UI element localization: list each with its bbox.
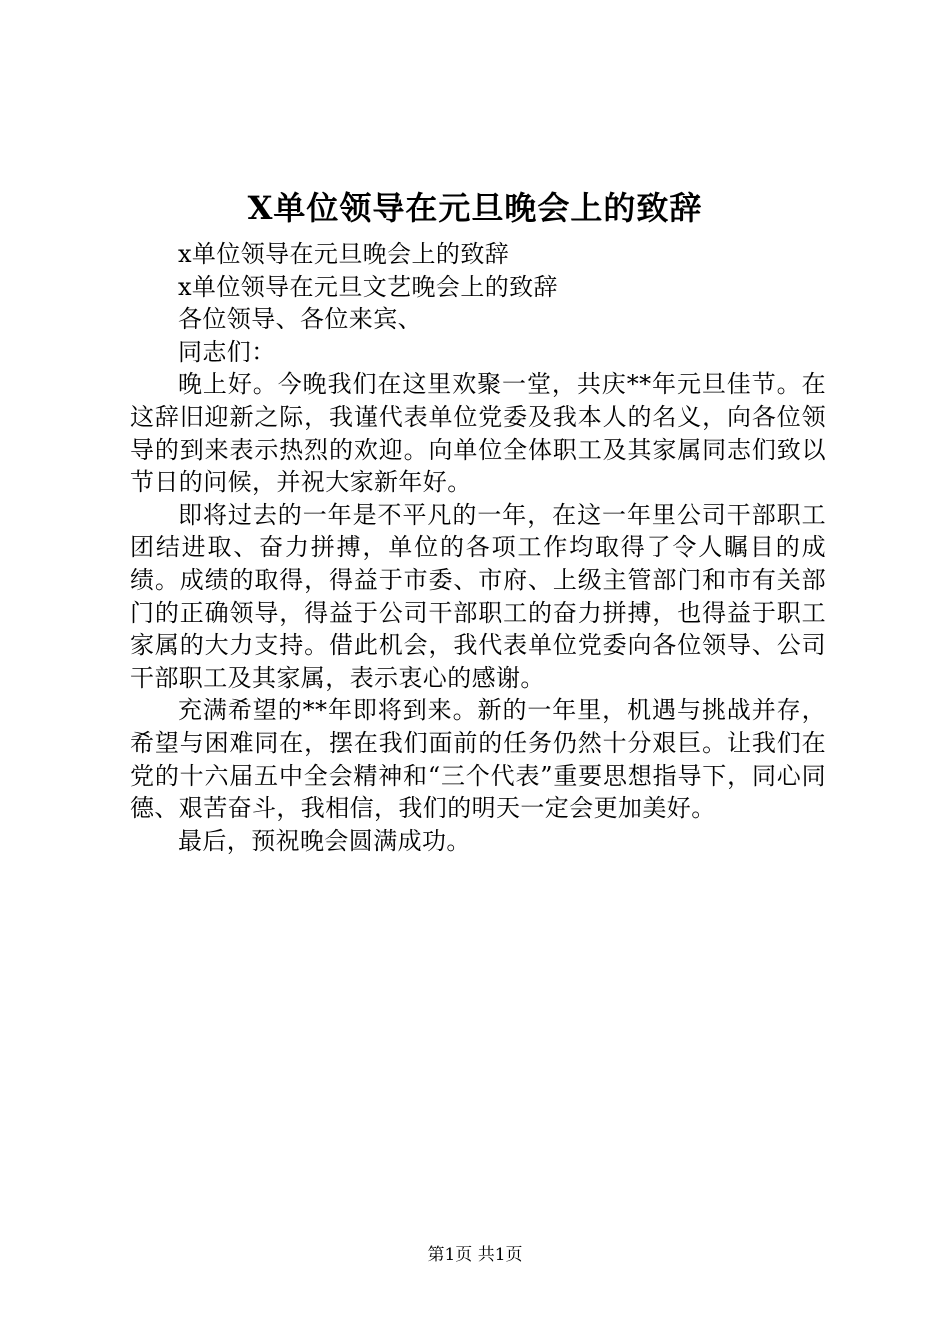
paragraph-closing: 最后，预祝晚会圆满成功。 xyxy=(178,826,471,855)
paragraph-salutation-1: 各位领导、各位来宾、 xyxy=(178,305,422,334)
paragraph-outlook: 充满希望的**年即将到来。新的一年里，机遇与挑战并存，希望与困难同在，摆在我们面前的任务仍然十分艰巨。让我们在党的十六届五中全会精神和“三个代表”重要思想指导下，同心同德、艰苦奋斗，我相信，我们的明天一定会更加美好。 xyxy=(130,696,826,823)
paragraph-salutation-2: 同志们： xyxy=(178,337,276,366)
paragraph-subtitle-2: x单位领导在元旦文艺晚会上的致辞 xyxy=(178,272,558,301)
paragraph-review: 即将过去的一年是不平凡的一年，在这一年里公司干部职工团结进取、奋力拼搏，单位的各项工作均取得了令人瞩目的成绩。成绩的取得，得益于市委、市府、上级主管部门和市有关部门的正确领导，得益于公司干部职工的奋力拼搏，也得益于职工家属的大力支持。借此机会，我代表单位党委向各位领导、公司干部职工及其家属，表示衷心的感谢。 xyxy=(130,500,826,692)
document-title: X单位领导在元旦晚会上的致辞 xyxy=(247,189,703,227)
paragraph-subtitle-1: x单位领导在元旦晚会上的致辞 xyxy=(178,240,510,268)
document-body xyxy=(130,238,826,857)
page-footer: 第1页 共1页 xyxy=(427,1245,523,1265)
paragraph-greeting: 晚上好。今晚我们在这里欢聚一堂，共庆**年元旦佳节。在这辞旧迎新之际，我谨代表单位党委及我本人的名义，向各位领导的到来表示热烈的欢迎。向单位全体职工及其家属同志们致以节日的问候，并祝大家新年好。 xyxy=(130,370,826,497)
